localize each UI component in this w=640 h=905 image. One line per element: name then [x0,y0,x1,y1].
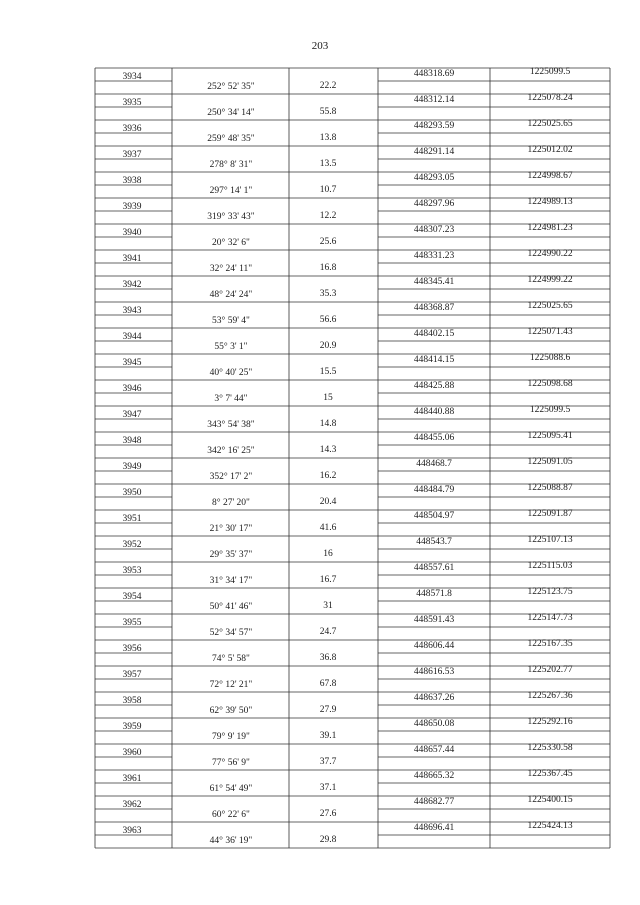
line-length: 20.9 [319,341,337,351]
x-coordinate: 448293.59 [413,121,455,131]
x-coordinate: 448557.61 [413,563,455,573]
x-coordinate: 448291.14 [413,147,455,157]
line-length: 12.2 [319,211,337,221]
y-coordinate: 1225424.13 [527,821,573,831]
point-number: 3937 [122,150,142,160]
direction-angle: 77° 56' 9" [212,758,250,768]
point-number: 3936 [122,124,142,134]
line-length: 37.7 [319,757,337,767]
direction-angle: 252° 52' 35" [207,82,255,92]
x-coordinate: 448425.88 [413,381,455,391]
point-number: 3947 [122,410,142,420]
point-number: 3956 [122,644,142,654]
direction-angle: 352° 17' 2" [209,472,253,482]
y-coordinate: 1224989.13 [527,197,573,207]
direction-angle: 52° 34' 57" [209,628,253,638]
line-length: 39.1 [319,731,337,741]
line-length: 35.3 [319,289,337,299]
x-coordinate: 448665.32 [413,771,455,781]
point-number: 3935 [122,98,142,108]
page-number: 203 [311,40,329,52]
y-coordinate: 1224990.22 [527,249,573,259]
line-length: 27.6 [319,809,337,819]
x-coordinate: 448543.7 [416,537,452,547]
line-length: 16.2 [319,471,337,481]
point-number: 3963 [122,826,142,836]
direction-angle: 50° 41' 46" [209,602,253,612]
point-number: 3941 [122,254,142,264]
direction-angle: 62° 39' 50" [209,706,253,716]
y-coordinate: 1225123.75 [527,587,573,597]
line-length: 14.8 [319,419,337,429]
x-coordinate: 448368.87 [413,303,455,313]
line-length: 16 [323,549,333,559]
y-coordinate: 1225088.6 [529,353,571,363]
direction-angle: 29° 35' 37" [209,550,253,560]
point-number: 3950 [122,488,142,498]
y-coordinate: 1225292.16 [527,717,573,727]
y-coordinate: 1225098.68 [527,379,573,389]
direction-angle: 60° 22' 6" [212,810,250,820]
point-number: 3961 [122,774,142,784]
point-number: 3959 [122,722,142,732]
x-coordinate: 448616.53 [413,667,455,677]
x-coordinate: 448307.23 [413,225,455,235]
direction-angle: 61° 54' 49" [209,784,253,794]
point-number: 3945 [122,358,142,368]
line-length: 27.9 [319,705,337,715]
point-number: 3940 [122,228,142,238]
direction-angle: 278° 8' 31" [209,160,253,170]
y-coordinate: 1225095.41 [527,431,573,441]
x-coordinate: 448312.14 [413,95,455,105]
direction-angle: 79° 9' 19" [212,732,250,742]
line-length: 55.8 [319,107,337,117]
y-coordinate: 1224999.22 [527,275,573,285]
point-number: 3944 [122,332,142,342]
point-number: 3952 [122,540,142,550]
line-length: 56.6 [319,315,337,325]
direction-angle: 20° 32' 6" [212,238,250,248]
line-length: 20.4 [319,497,337,507]
x-coordinate: 448504.97 [413,511,455,521]
y-coordinate: 1225099.5 [529,405,571,415]
y-coordinate: 1225267.36 [527,691,573,701]
point-number: 3953 [122,566,142,576]
line-length: 41.6 [319,523,337,533]
direction-angle: 343° 54' 38" [207,420,255,430]
point-number: 3962 [122,800,142,810]
y-coordinate: 1225025.65 [527,301,573,311]
direction-angle: 259° 48' 35" [207,134,255,144]
y-coordinate: 1225167.35 [527,639,573,649]
point-number: 3943 [122,306,142,316]
x-coordinate: 448696.41 [413,823,455,833]
line-length: 16.8 [319,263,337,273]
direction-angle: 32° 24' 11" [209,264,253,274]
direction-angle: 53° 59' 4" [212,316,250,326]
y-coordinate: 1225330.58 [527,743,573,753]
point-number: 3946 [122,384,142,394]
x-coordinate: 448650.08 [413,719,455,729]
y-coordinate: 1225071.43 [527,327,573,337]
line-length: 37.1 [319,783,337,793]
point-number: 3942 [122,280,142,290]
point-number: 3957 [122,670,142,680]
direction-angle: 31° 34' 17" [209,576,253,586]
line-length: 13.5 [319,159,337,169]
point-number: 3954 [122,592,142,602]
line-length: 16.7 [319,575,337,585]
x-coordinate: 448606.44 [413,641,455,651]
line-length: 31 [323,601,333,611]
x-coordinate: 448402.15 [413,329,455,339]
y-coordinate: 1224998.67 [527,171,573,181]
direction-angle: 250° 34' 14" [207,108,255,118]
x-coordinate: 448468.7 [416,459,452,469]
y-coordinate: 1225078.24 [527,93,573,103]
line-length: 14.3 [319,445,337,455]
x-coordinate: 448591.43 [413,615,455,625]
y-coordinate: 1225147.73 [527,613,573,623]
x-coordinate: 448345.41 [413,277,455,287]
line-length: 15 [323,393,333,403]
direction-angle: 319° 33' 43" [207,212,255,222]
direction-angle: 55° 3' 1" [214,342,248,352]
direction-angle: 72° 12' 21" [209,680,253,690]
direction-angle: 297° 14' 1" [209,186,253,196]
y-coordinate: 1225025.65 [527,119,573,129]
point-number: 3955 [122,618,142,628]
line-length: 67.8 [319,679,337,689]
x-coordinate: 448571.8 [416,589,452,599]
y-coordinate: 1225091.87 [527,509,573,519]
line-length: 36.8 [319,653,337,663]
point-number: 3960 [122,748,142,758]
line-length: 25.6 [319,237,337,247]
point-number: 3939 [122,202,142,212]
direction-angle: 21° 30' 17" [209,524,253,534]
direction-angle: 3° 7' 44" [214,394,248,404]
y-coordinate: 1225107.13 [527,535,573,545]
point-number: 3949 [122,462,142,472]
y-coordinate: 1225099.5 [529,67,571,77]
line-length: 13.8 [319,133,337,143]
point-number: 3958 [122,696,142,706]
y-coordinate: 1225202.77 [527,665,573,675]
point-number: 3948 [122,436,142,446]
point-number: 3938 [122,176,142,186]
y-coordinate: 1225091.05 [527,457,573,467]
line-length: 29.8 [319,835,337,845]
y-coordinate: 1224981.23 [527,223,573,233]
direction-angle: 342° 16' 25" [207,446,255,456]
y-coordinate: 1225012.02 [527,145,573,155]
x-coordinate: 448682.77 [413,797,455,807]
x-coordinate: 448293.05 [413,173,455,183]
line-length: 15.5 [319,367,337,377]
direction-angle: 48° 24' 24" [209,290,253,300]
y-coordinate: 1225115.03 [527,561,573,571]
x-coordinate: 448484.79 [413,485,455,495]
point-number: 3951 [122,514,142,524]
x-coordinate: 448297.96 [413,199,455,209]
y-coordinate: 1225088.87 [527,483,573,493]
y-coordinate: 1225367.45 [527,769,573,779]
x-coordinate: 448414.15 [413,355,455,365]
line-length: 22.2 [319,81,337,91]
point-number: 3934 [122,72,142,82]
x-coordinate: 448455.06 [413,433,455,443]
x-coordinate: 448331.23 [413,251,455,261]
x-coordinate: 448637.26 [413,693,455,703]
y-coordinate: 1225400.15 [527,795,573,805]
x-coordinate: 448440.88 [413,407,455,417]
x-coordinate: 448657.44 [413,745,455,755]
x-coordinate: 448318.69 [413,69,455,79]
line-length: 24.7 [319,627,337,637]
direction-angle: 44° 36' 19" [209,836,253,846]
direction-angle: 40° 40' 25" [209,368,253,378]
direction-angle: 8° 27' 20" [212,498,250,508]
line-length: 10.7 [319,185,337,195]
direction-angle: 74° 5' 58" [212,654,250,664]
